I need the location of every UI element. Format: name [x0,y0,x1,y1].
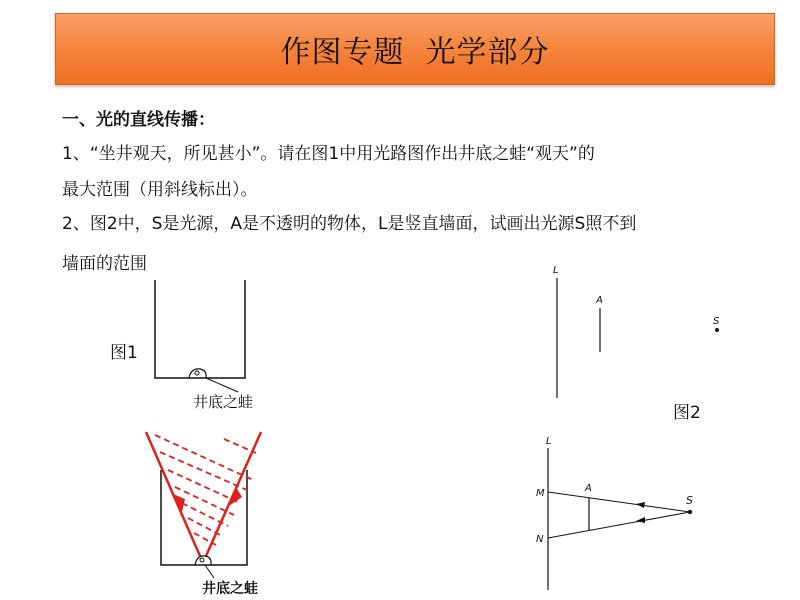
question-2-line-1: 2、图2中，S是光源，A是不透明的物体，L是竖直墙面，试画出光源S照不到 [62,214,637,234]
page-title: 作图专题 光学部分 [280,35,550,70]
figure-1-label: 图1 [110,343,138,363]
frog-label-1: 井底之蛙 [193,393,254,411]
figure-1-well [155,280,253,411]
section-heading: 一、光的直线传播： [62,110,215,130]
answer-source-label: S [686,494,693,507]
wall-label: L [553,265,559,276]
figure-2 [553,265,720,398]
question-1-line-2: 最大范围（用斜线标出）。 [62,180,258,200]
frog-label-2: 井底之蛙 [202,581,258,597]
answer-2-diagram [536,436,693,590]
answer-1-well [146,432,261,597]
frog-icon [189,369,206,378]
source-label: S [713,316,720,327]
object-label: A [596,295,603,306]
frog-pointer-line [206,378,238,392]
point-m-label: M [536,488,545,499]
frog-icon-2 [195,556,211,565]
light-source-dot [715,328,719,332]
answer-wall-label: L [546,436,552,447]
point-n-label: N [536,534,544,545]
question-2-line-2: 墙面的范围 [62,254,147,274]
left-ray-arrow [173,494,185,516]
question-1-line-1: 1、“坐井观天，所见甚小”。请在图1中用光路图作出井底之蛙“观天”的 [62,144,595,164]
answer-object-label: A [585,483,592,494]
figure-2-label: 图2 [673,403,701,423]
lower-boundary-ray [548,512,690,538]
answer-source-dot [688,510,692,514]
upper-boundary-ray [548,492,690,512]
